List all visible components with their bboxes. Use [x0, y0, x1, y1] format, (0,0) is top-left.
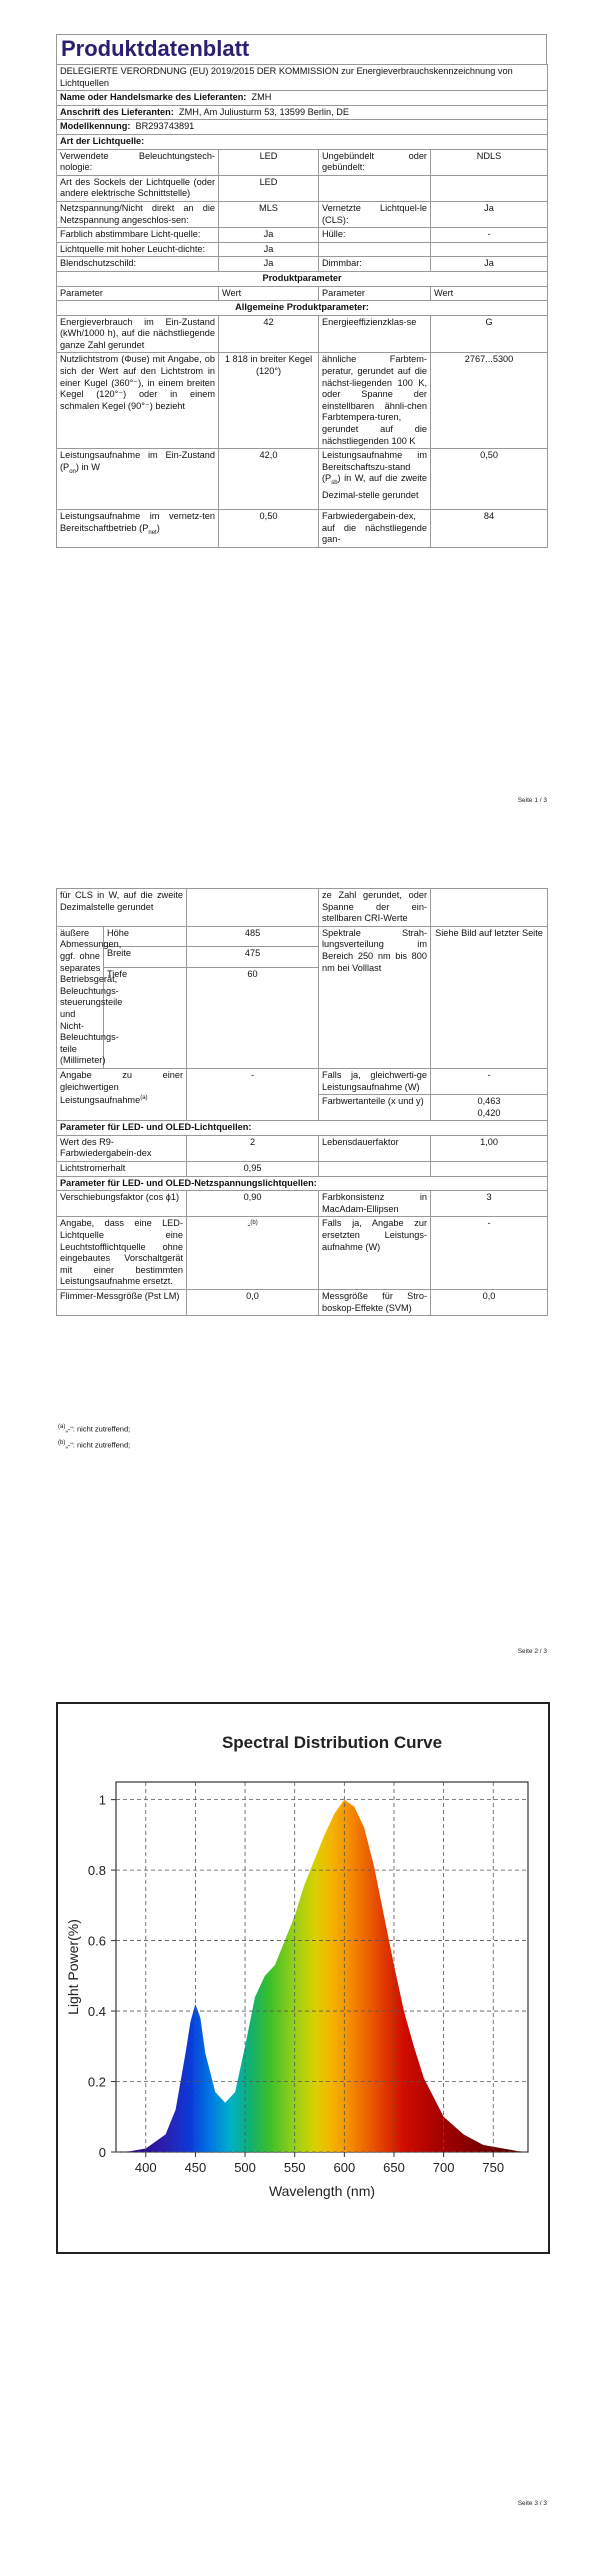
- empty-cell: [431, 889, 548, 927]
- type-row: [57, 149, 548, 175]
- empty-cell: [319, 1162, 431, 1177]
- x-tick-label: 550: [283, 2160, 306, 2175]
- datasheet-page-1: [56, 34, 547, 548]
- energy-class-label: Energieeffizienzklas-se: [319, 315, 431, 353]
- type-value: -: [431, 228, 548, 243]
- param-row: [57, 449, 548, 510]
- network-standby-label: Leistungsaufnahme im vernetz-ten Bereitschaftbetrieb $(P_{net})$: [57, 510, 219, 548]
- x-tick-label: 400: [134, 2160, 157, 2175]
- y-tick-label: 0: [98, 2145, 106, 2160]
- param-row: [57, 1068, 548, 1094]
- type-row: [57, 228, 548, 243]
- footnote-a: $^{(a)}$„-“: nicht zutreffend;: [58, 1424, 131, 1434]
- type-label: [319, 175, 431, 201]
- x-tick-label: 750: [482, 2160, 505, 2175]
- type-label: Art des Sockels der Lichtquelle (oder andere elektrische Schnittstelle): [57, 175, 219, 201]
- model-row: [57, 120, 548, 135]
- type-label: Dimmbar:: [319, 257, 431, 272]
- continued-label: für CLS in W, auf die zweite Dezimalstelle gerundet: [57, 889, 187, 927]
- led-params-header: Parameter für LED- und OLED-Lichtquellen:: [57, 1121, 548, 1136]
- equivalent-power-value: -: [187, 1068, 319, 1120]
- param-row: [57, 1135, 548, 1161]
- on-power-label: Leistungsaufnahme im Ein-Zustand $(P_{on})$ in W: [57, 449, 219, 510]
- col-param-header: Parameter: [319, 286, 431, 301]
- macadam-value: 3: [431, 1191, 548, 1217]
- height-value: 485: [187, 926, 319, 947]
- type-value: [431, 242, 548, 257]
- page-1: [0, 0, 603, 820]
- column-header-row: [57, 286, 548, 301]
- type-row: [57, 257, 548, 272]
- cri-label-continued: ze Zahl gerundet, oder Spanne der ein-stellbaren CRI-Werte: [319, 889, 431, 927]
- supplier-label: Name oder Handelsmarke des Lieferanten:: [60, 92, 247, 103]
- page-3: [0, 1690, 603, 2560]
- address-label: Anschrift des Lieferanten:: [60, 106, 174, 117]
- depth-label: Tiefe: [104, 967, 187, 1068]
- replaced-power-value: -: [431, 1217, 548, 1290]
- replacement-value: -$^{(b)}$: [187, 1217, 319, 1290]
- general-params-header: Allgemeine Produktparameter:: [57, 301, 548, 316]
- page-number: Seite 2 / 3: [517, 1648, 547, 1655]
- cct-label: ähnliche Farbtem-peratur, gerundet auf die nächst-liegenden 100 K, oder Spanne der einstellbaren ähnli-chen Farbtempera-turen, gerundet auf die nächstliegenden 100 K: [319, 353, 431, 449]
- energy-consumption-label: Energieverbrauch im Ein-Zustand (kWh/1000 h), auf die nächstliegende ganze Zahl gerundet: [57, 315, 219, 353]
- param-row: [57, 1290, 548, 1316]
- type-value: Ja: [219, 257, 319, 272]
- replaced-power-label: Falls ja, Angabe zur ersetzten Leistungs-aufnahme (W): [319, 1217, 431, 1290]
- type-label: Verwendete Beleuchtungstech-nologie:: [57, 149, 219, 175]
- width-value: 475: [187, 947, 319, 968]
- r9-label: Wert des R9-Farbwiedergabein-dex: [57, 1135, 187, 1161]
- type-value: Ja: [431, 201, 548, 227]
- col-value-header: Wert: [431, 286, 548, 301]
- type-label: Hülle:: [319, 228, 431, 243]
- chromaticity-value: 0,463 0,420: [431, 1095, 548, 1121]
- type-header: Art der Lichtquelle:: [57, 134, 548, 149]
- param-row: [57, 1162, 548, 1177]
- type-value: LED: [219, 175, 319, 201]
- energy-consumption-value: 42: [219, 315, 319, 353]
- dimensions-row: [57, 926, 548, 947]
- address-row: [57, 105, 548, 120]
- cri-label: Farbwiedergabein-dex, auf die nächstliegende gan-: [319, 510, 431, 548]
- supplier-value: ZMH: [251, 92, 272, 103]
- useful-flux-label: Nutzlichtstrom (Φuse) mit Angabe, ob sich der Wert auf den Lichtstrom in einer Kugel (360°⁻), in einem breiten Kegel (120°⁻) oder in einem schmalen Kegel (90°⁻) bezieht: [57, 353, 219, 449]
- empty-cell: [187, 889, 319, 927]
- type-label: [319, 242, 431, 257]
- x-tick-label: 450: [184, 2160, 207, 2175]
- param-row: [57, 1191, 548, 1217]
- displacement-factor-value: 0,90: [187, 1191, 319, 1217]
- dimensions-label: äußere Abmessungen, ggf. ohne separates Betriebsgerät, Beleuchtungs-steuerungsteile und Nicht-Beleuchtungs-teile (Millimeter): [57, 926, 104, 1068]
- address-value: ZMH, Am Juliusturm 53, 13599 Berlin, DE: [178, 106, 349, 117]
- product-params-header: Produktparameter: [57, 271, 548, 286]
- param-row: [57, 315, 548, 353]
- network-standby-value: 0,50: [219, 510, 319, 548]
- param-row: [57, 510, 548, 548]
- y-axis-label: Light Power(%): [65, 1919, 81, 2015]
- type-value: MLS: [219, 201, 319, 227]
- type-row: [57, 175, 548, 201]
- x-tick-label: 500: [234, 2160, 256, 2175]
- height-label: Höhe: [104, 926, 187, 947]
- replacement-label: Angabe, dass eine LED-Lichtquelle eine Leuchtstofflichtquelle ohne eingebautes Vorschaltgerät mit einer bestimmten Leistungsaufnahme ersetzt.: [57, 1217, 187, 1290]
- type-value: Ja: [219, 242, 319, 257]
- lumen-maintenance-value: 0,95: [187, 1162, 319, 1177]
- empty-cell: [431, 1162, 548, 1177]
- x-tick-label: 700: [432, 2160, 455, 2175]
- param-row: [57, 889, 548, 927]
- type-label: Ungebündelt oder gebündelt:: [319, 149, 431, 175]
- col-value-header: Wert: [219, 286, 319, 301]
- lumen-maintenance-label: Lichtstromerhalt: [57, 1162, 187, 1177]
- chart-title: Spectral Distribution Curve: [221, 1733, 443, 1752]
- type-value: NDLS: [431, 149, 548, 175]
- type-label: Lichtquelle mit hoher Leucht-dichte:: [57, 242, 219, 257]
- standby-power-value: 0,50: [431, 449, 548, 510]
- cct-value: 2767...5300: [431, 353, 548, 449]
- type-label: Vernetzte Lichtquel-le (CLS):: [319, 201, 431, 227]
- type-label: Netzspannung/Nicht direkt an die Netzspannung angeschlos-sen:: [57, 201, 219, 227]
- survival-factor-value: 1,00: [431, 1135, 548, 1161]
- stroboscopic-label: Messgröße für Stro-boskop-Effekte (SVM): [319, 1290, 431, 1316]
- type-value: Ja: [219, 228, 319, 243]
- chromaticity-label: Farbwertanteile (x und y): [319, 1095, 431, 1121]
- y-tick-label: 0.6: [87, 1933, 106, 1949]
- spectral-value: Siehe Bild auf letzter Seite: [431, 926, 548, 1068]
- equivalent-power-w-value: -: [431, 1068, 548, 1094]
- y-tick-label: 0.2: [87, 2074, 106, 2090]
- type-label: Blendschutzschild:: [57, 257, 219, 272]
- datasheet-page-2: [56, 888, 547, 1316]
- model-value: BR293743891: [135, 121, 195, 132]
- type-row: [57, 242, 548, 257]
- x-tick-label: 650: [383, 2160, 405, 2175]
- type-value: LED: [219, 149, 319, 175]
- standby-power-label: Leistungsaufnahme im Bereitschaftszu-stand $(P_{sb})$ in W, auf die zweite Dezimal-stelle gerundet: [319, 449, 431, 510]
- type-value: Ja: [431, 257, 548, 272]
- x-tick-label: 600: [333, 2160, 356, 2175]
- footnote-b: $^{(b)}$„-“: nicht zutreffend;: [58, 1440, 131, 1450]
- datasheet-table-1: [56, 64, 548, 548]
- param-row: [57, 353, 548, 449]
- on-power-value: 42,0: [219, 449, 319, 510]
- spectral-chart-frame: [56, 1702, 550, 2254]
- page-title: Produktdatenblatt: [56, 34, 547, 64]
- page-number: Seite 3 / 3: [517, 2500, 547, 2507]
- mains-params-header: Parameter für LED- und OLED-Netzspannungslichtquellen:: [57, 1176, 548, 1191]
- x-axis-label: Wavelength (nm): [268, 2183, 376, 2199]
- macadam-label: Farbkonsistenz in MacAdam-Ellipsen: [319, 1191, 431, 1217]
- r9-value: 2: [187, 1135, 319, 1161]
- page-2: [0, 880, 603, 1660]
- page-number: Seite 1 / 3: [517, 797, 547, 804]
- cri-value: 84: [431, 510, 548, 548]
- spectral-chart: [58, 1704, 548, 2252]
- depth-value: 60: [187, 967, 319, 1068]
- equivalent-power-w-label: Falls ja, gleichwerti-ge Leistungsaufnahme (W): [319, 1068, 431, 1094]
- type-label: Farblich abstimmbare Licht-quelle:: [57, 228, 219, 243]
- y-tick-label: 0.8: [87, 1863, 106, 1879]
- supplier-row: [57, 91, 548, 106]
- type-value: [431, 175, 548, 201]
- flicker-value: 0,0: [187, 1290, 319, 1316]
- displacement-factor-label: Verschiebungsfaktor (cos ϕ1): [57, 1191, 187, 1217]
- type-row: [57, 201, 548, 227]
- flicker-label: Flimmer-Messgröße (Pst LM): [57, 1290, 187, 1316]
- spectral-label: Spektrale Strah-lungsverteilung im Bereich 250 nm bis 800 nm bei Volllast: [319, 926, 431, 1068]
- width-label: Breite: [104, 947, 187, 968]
- survival-factor-label: Lebensdauerfaktor: [319, 1135, 431, 1161]
- model-label: Modellkennung:: [60, 121, 131, 132]
- col-param-header: Parameter: [57, 286, 219, 301]
- datasheet-table-2: [56, 888, 548, 1316]
- energy-class-value: G: [431, 315, 548, 353]
- equivalent-power-label: Angabe zu einer gleichwertigen Leistungsaufnahme$^{(a)}$: [57, 1068, 187, 1120]
- param-row: [57, 1217, 548, 1290]
- y-tick-label: 0.4: [87, 2004, 106, 2020]
- regulation-text: DELEGIERTE VERORDNUNG (EU) 2019/2015 DER KOMMISSION zur Energieverbrauchskennzeichnung von Lichtquellen: [57, 65, 548, 91]
- useful-flux-value: 1 818 in breiter Kegel (120°): [219, 353, 319, 449]
- stroboscopic-value: 0,0: [431, 1290, 548, 1316]
- y-tick-label: 1: [98, 1792, 106, 1808]
